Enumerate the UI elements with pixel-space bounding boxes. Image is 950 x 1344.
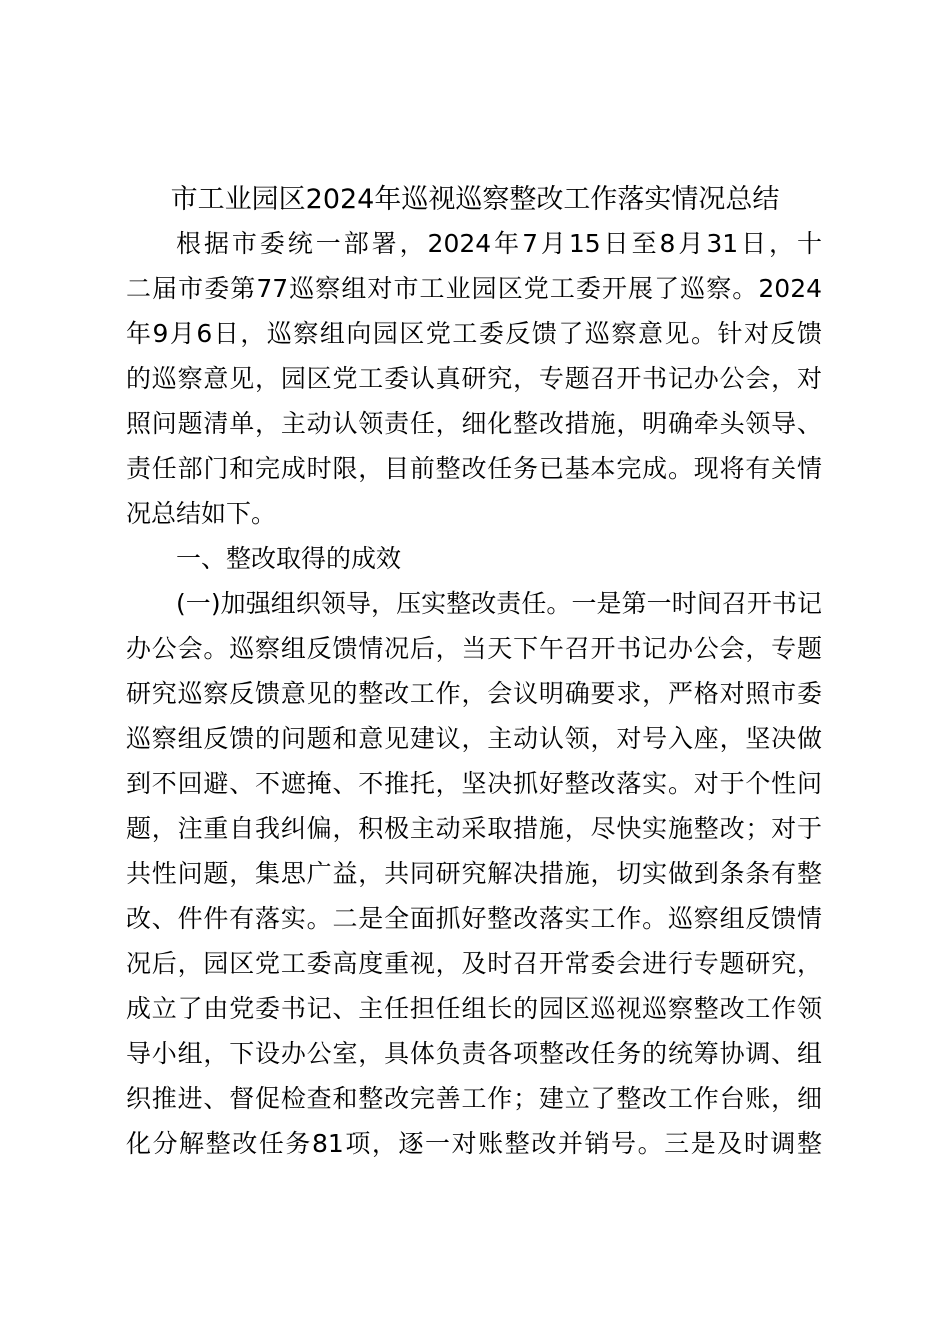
paragraph-line: 织推进、督促检查和整改完善工作；建立了整改工作台账，细	[126, 1084, 822, 1113]
paragraph-line: 的巡察意见，园区党工委认真研究，专题召开书记办公会，对	[126, 364, 822, 393]
paragraph-line: 题，注重自我纠偏，积极主动采取措施，尽快实施整改；对于	[126, 814, 822, 843]
paragraph-line: 研究巡察反馈意见的整改工作，会议明确要求，严格对照市委	[126, 679, 822, 708]
paragraph-line: 照问题清单，主动认领责任，细化整改措施，明确牵头领导、	[126, 409, 822, 438]
paragraph-line: 导小组，下设办公室，具体负责各项整改任务的统筹协调、组	[126, 1039, 822, 1068]
paragraph-line: 根据市委统一部署，2024年7月15日至8月31日，十	[176, 229, 822, 258]
paragraph-line: 到不回避、不遮掩、不推托，坚决抓好整改落实。对于个性问	[126, 769, 822, 798]
paragraph-line: 化分解整改任务81项，逐一对账整改并销号。三是及时调整	[126, 1129, 822, 1158]
paragraph-line: 改、件件有落实。二是全面抓好整改落实工作。巡察组反馈情	[126, 904, 822, 933]
paragraph-line: 二届市委第77巡察组对市工业园区党工委开展了巡察。2024	[126, 274, 822, 303]
paragraph-line: 成立了由党委书记、主任担任组长的园区巡视巡察整改工作领	[126, 994, 822, 1023]
paragraph-line: 况后，园区党工委高度重视，及时召开常委会进行专题研究，	[126, 949, 822, 978]
paragraph-line: (一)加强组织领导，压实整改责任。一是第一时间召开书记	[176, 589, 822, 618]
paragraph-line: 办公会。巡察组反馈情况后，当天下午召开书记办公会，专题	[126, 634, 822, 663]
document-title: 市工业园区2024年巡视巡察整改工作落实情况总结	[170, 184, 780, 215]
paragraph-line: 年9月6日，巡察组向园区党工委反馈了巡察意见。针对反馈	[126, 319, 822, 348]
paragraph-line: 况总结如下。	[126, 499, 277, 528]
section-heading: 一、整改取得的成效	[176, 544, 402, 573]
paragraph-line: 责任部门和完成时限，目前整改任务已基本完成。现将有关情	[126, 454, 822, 483]
paragraph-line: 巡察组反馈的问题和意见建议，主动认领，对号入座，坚决做	[126, 724, 822, 753]
paragraph-line: 共性问题，集思广益，共同研究解决措施，切实做到条条有整	[126, 859, 822, 888]
